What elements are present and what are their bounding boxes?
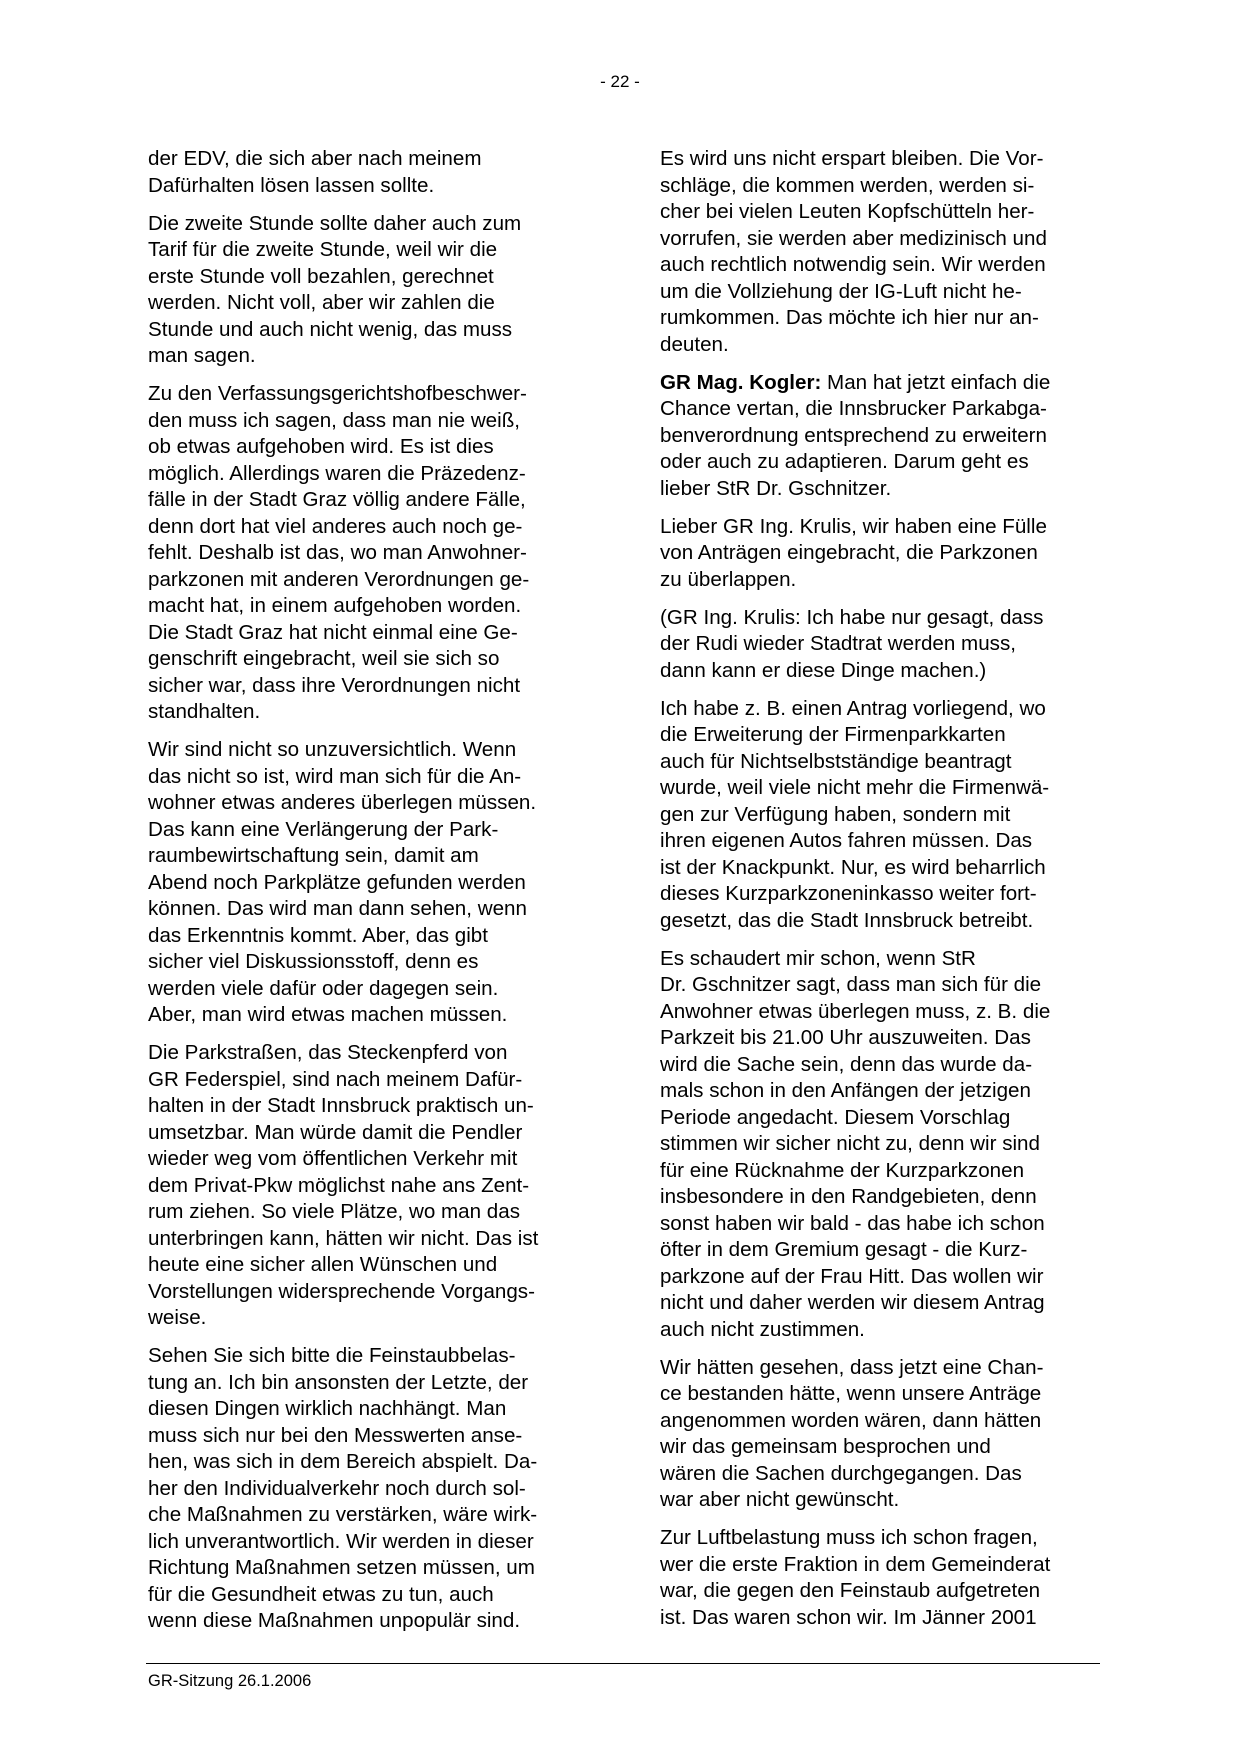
footer-divider	[146, 1663, 1100, 1664]
paragraph: Lieber GR Ing. Krulis, wir haben eine Fülle von Anträgen eingebracht, die Parkzonen zu überlappen.	[660, 514, 1047, 591]
paragraph: Es schaudert mir schon, wenn StR Dr. Gschnitzer sagt, dass man sich für die Anwohner etwas überlegen muss, z. B. die Parkzeit bis 21.00 Uhr auszuweiten. Das wird die Sache sein, denn das wurde da- mals schon in den Anfängen der jetzigen Periode angedacht. Diesem Vorschlag stimmen wir sicher nicht zu, denn wir sind für eine Rücknahme der Kurzparkzonen insbesondere in den Randgebieten, denn sonst haben wir bald - das habe ich schon öfter in dem Gremium gesagt - die Kurz- parkzone auf der Frau Hitt. Das wollen wir nicht und daher werden wir diesem Antrag auch nicht zustimmen.	[660, 946, 1051, 1341]
paragraph: Zur Luftbelastung muss ich schon fragen, wer die erste Fraktion in dem Gemeinderat war, die gegen den Feinstaub aufgetreten ist. Das waren schon wir. Im Jänner 2001	[660, 1526, 1051, 1629]
left-column	[148, 146, 590, 1646]
paragraph: Ich habe z. B. einen Antrag vorliegend, wo die Erweiterung der Firmenparkkarten auch für Nichtselbstständige beantragt wurde, weil viele nicht mehr die Firmenwä- gen zur Verfügung haben, sondern mit ihren eigenen Autos fahren müssen. Das ist der Knackpunkt. Nur, es wird beharrlich dieses Kurzparkzoneninkasso weiter fort- gesetzt, das die Stadt Innsbruck betreibt.	[660, 696, 1050, 932]
right-column	[660, 146, 1102, 1643]
paragraph: Wir sind nicht so unzuversichtlich. Wenn das nicht so ist, wird man sich für die An- wohner etwas anderes überlegen müssen. Das kann eine Verlängerung der Park- raumbewirtschaftung sein, damit am Abend noch Parkplätze gefunden werden können. Das wird man dann sehen, wenn das Erkenntnis kommt. Aber, das gibt sicher viel Diskussionsstoff, denn es werden viele dafür oder dagegen sein. Aber, man wird etwas machen müssen.	[148, 738, 537, 1026]
interjection-paragraph: (GR Ing. Krulis: Ich habe nur gesagt, dass der Rudi wieder Stadtrat werden muss, dann kann er diese Dinge machen.)	[660, 605, 1044, 682]
paragraph: Sehen Sie sich bitte die Feinstaubbelas- tung an. Ich bin ansonsten der Letzte, der diesen Dingen wirklich nachhängt. Man muss sich nur bei den Messwerten anse- hen, was sich in dem Bereich abspielt. Da- her den Individualverkehr noch durch sol- che Maßnahmen zu verstärken, wäre wirk- lich unverantwortlich. Wir werden in dieser Richtung Maßnahmen setzen müssen, um für die Gesundheit etwas zu tun, auch wenn diese Maßnahmen unpopulär sind.	[148, 1344, 538, 1632]
paragraph: Wir hätten gesehen, dass jetzt eine Chan- ce bestanden hätte, wenn unsere Anträge angenommen worden wären, dann hätten wir das gemeinsam besprochen und wären die Sachen durchgegangen. Das war aber nicht gewünscht.	[660, 1355, 1044, 1511]
page-number: - 22 -	[600, 72, 640, 91]
paragraph: Zu den Verfassungsgerichtshofbeschwer- den muss ich sagen, dass man nie weiß, ob etwas aufgehoben wird. Es ist dies möglich. Allerdings waren die Präzedenz- fälle in der Stadt Graz völlig andere Fälle, denn dort hat viel anderes auch noch ge- fehlt. Deshalb ist das, wo man Anwohner- parkzonen mit anderen Verordnungen ge- macht hat, in einem aufgehoben worden. Die Stadt Graz hat nicht einmal eine Ge- genschrift eingebracht, weil sie sich so sicher war, dass ihre Verordnungen nicht standhalten.	[148, 382, 530, 723]
footer-session-date: GR-Sitzung 26.1.2006	[148, 1672, 312, 1690]
paragraph: Die Parkstraßen, das Steckenpferd von GR Federspiel, sind nach meinem Dafür- halten in der Stadt Innsbruck praktisch un- umsetzbar. Man würde damit die Pendler wieder weg vom öffentlichen Verkehr mit dem Privat-Pkw möglichst nahe ans Zent- rum ziehen. So viele Plätze, wo man das unterbringen kann, hätten wir nicht. Das ist heute eine sicher allen Wünschen und Vorstellungen widersprechende Vorgangs- weise.	[148, 1041, 539, 1329]
speaker-text: Man hat jetzt einfach die Chance vertan, die Innsbrucker Parkabga- benverordnung entsprechend zu erweitern oder auch zu adaptieren. Darum geht es lieber StR Dr. Gschnitzer.	[660, 370, 1051, 500]
paragraph: Es wird uns nicht erspart bleiben. Die Vor- schläge, die kommen werden, werden si- cher bei vielen Leuten Kopfschütteln her- vorrufen, sie werden aber medizinisch und auch rechtlich notwendig sein. Wir werden um die Vollziehung der IG-Luft nicht he- rumkommen. Das möchte ich hier nur an- deuten.	[660, 147, 1047, 356]
speaker-name: GR Mag. Kogler:	[660, 370, 822, 394]
speaker-paragraph	[660, 370, 1102, 503]
paragraph: der EDV, die sich aber nach meinem Dafürhalten lösen lassen sollte.	[148, 147, 482, 197]
paragraph: Die zweite Stunde sollte daher auch zum Tarif für die zweite Stunde, weil wir die erste Stunde voll bezahlen, gerechnet werden. Nicht voll, aber wir zahlen die Stunde und auch nicht wenig, das muss man sagen.	[148, 211, 522, 367]
